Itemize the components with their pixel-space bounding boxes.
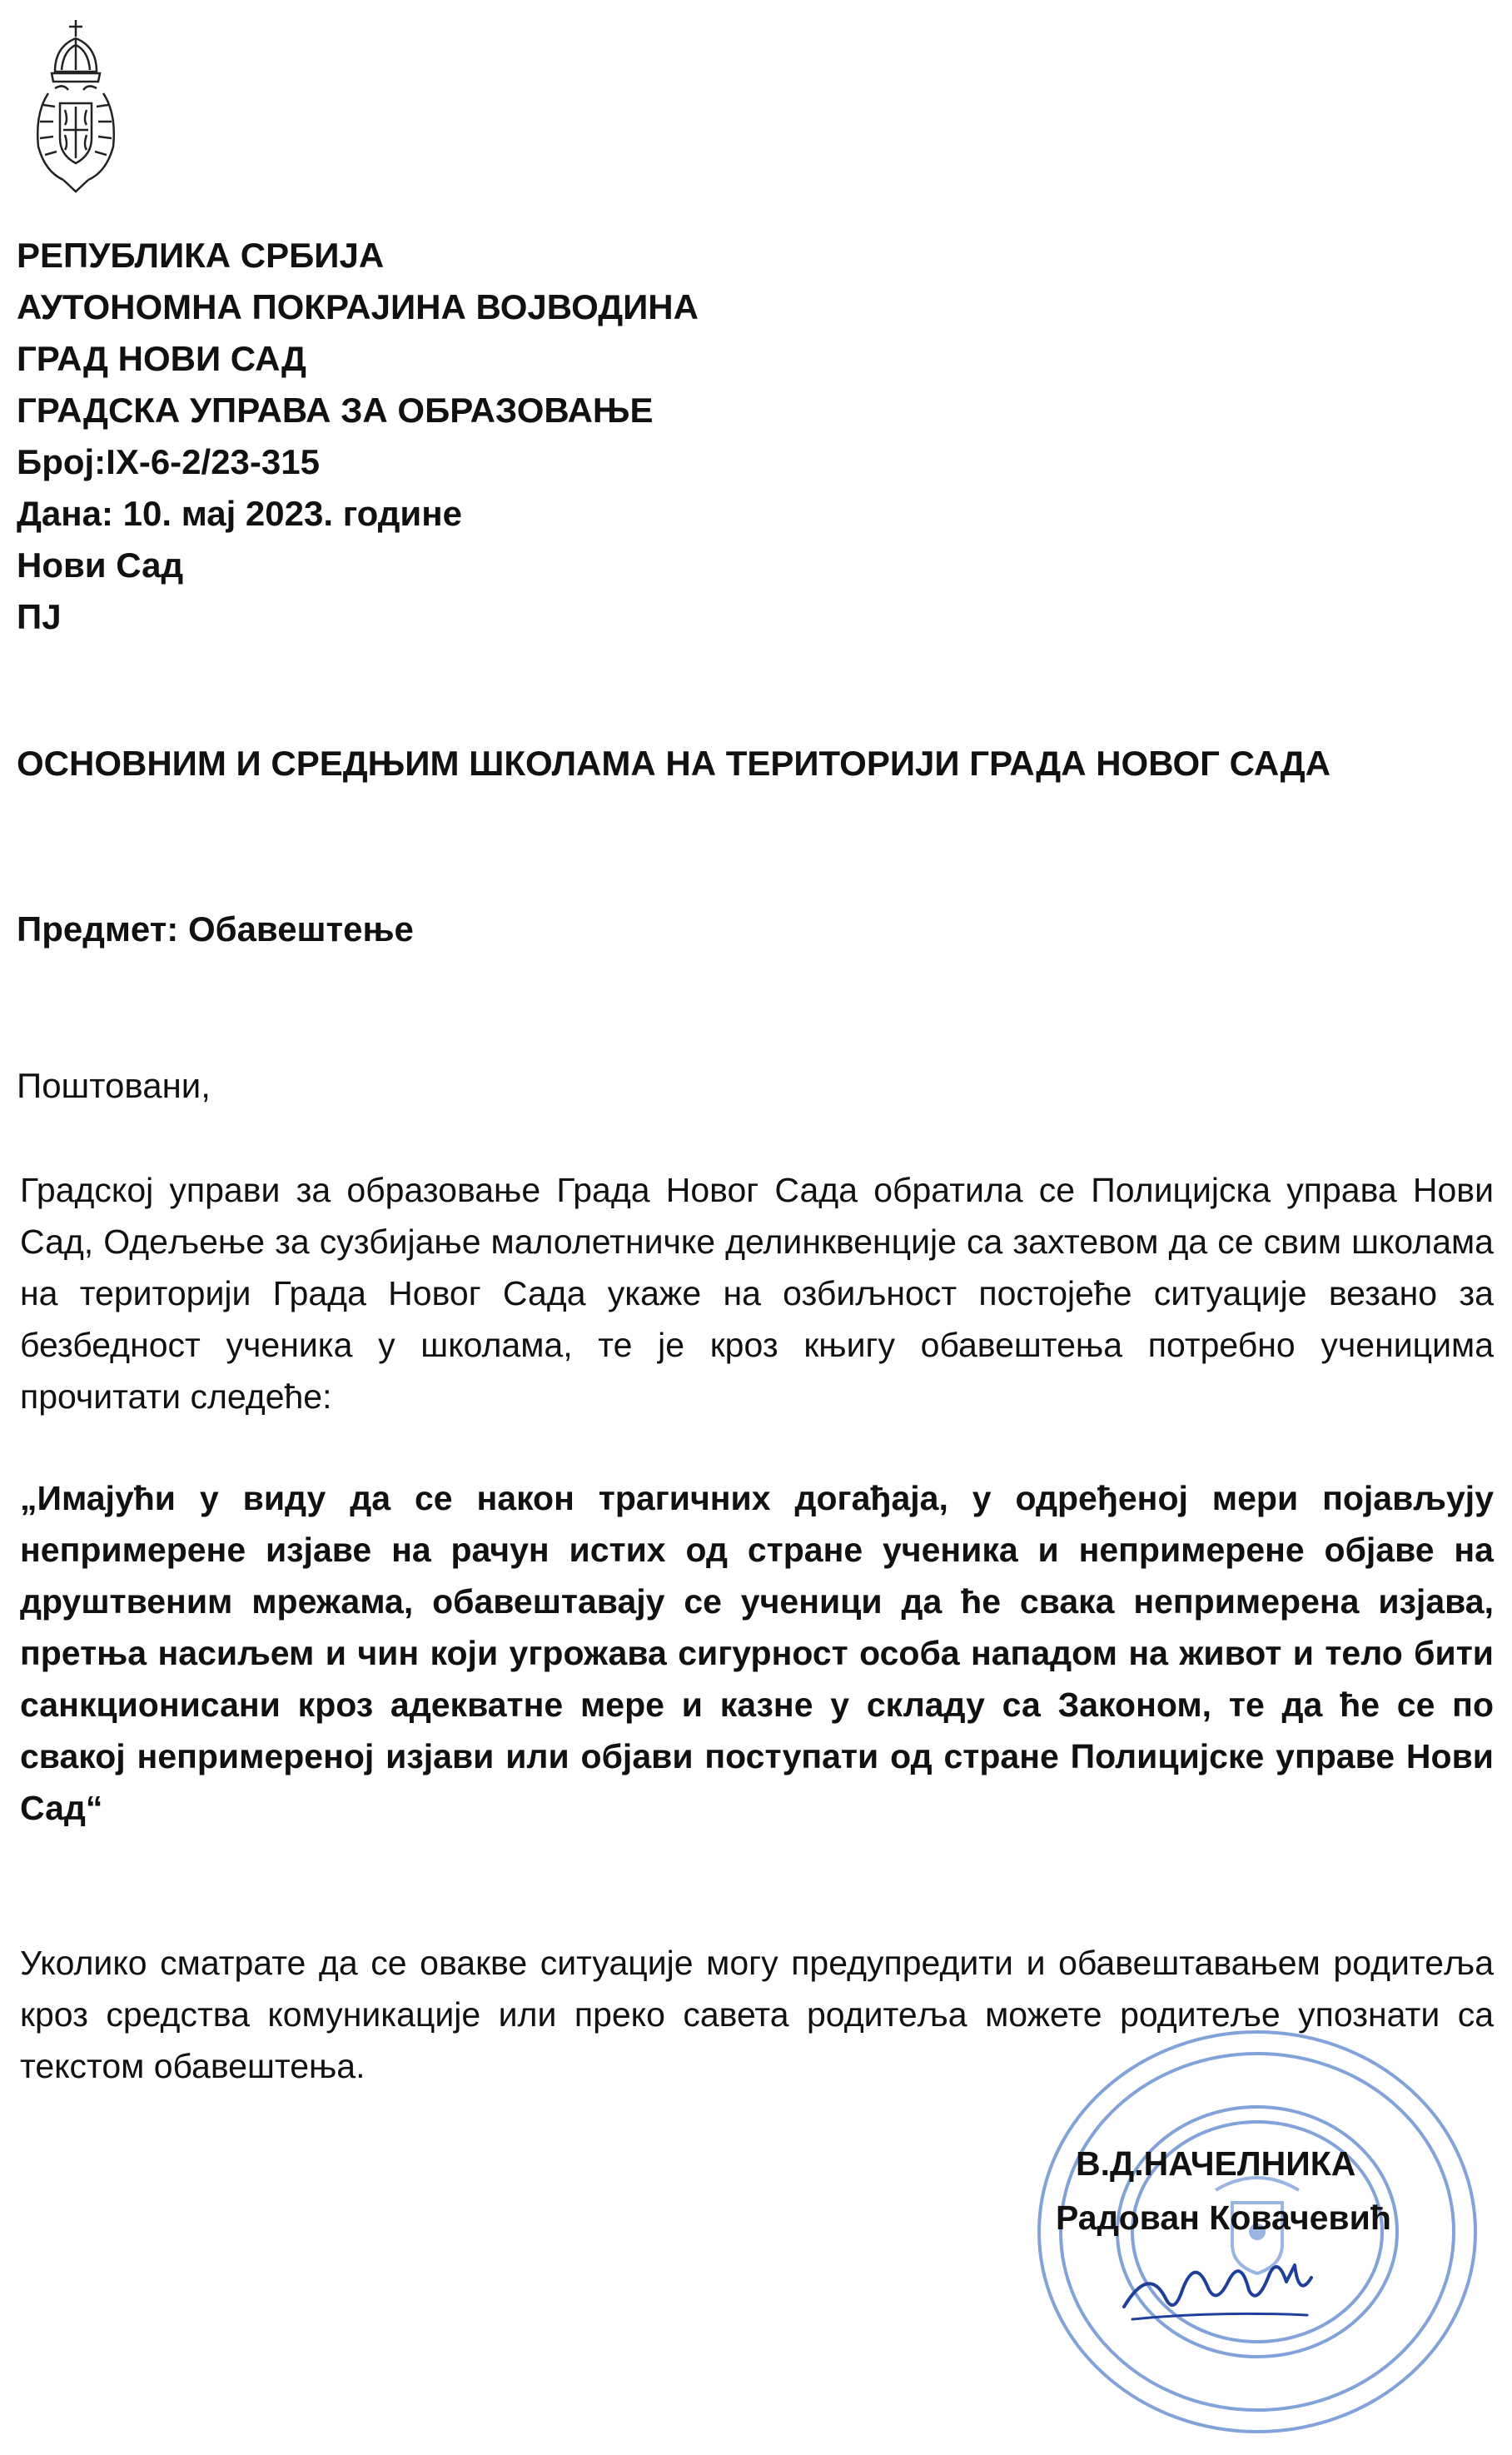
handwritten-signature-icon: [1116, 2240, 1316, 2332]
header-city: ГРАД НОВИ САД: [17, 339, 306, 378]
subject-line: Предмет: Обавештење: [17, 909, 414, 949]
header-document-number: Број:IX-6-2/23-315: [17, 442, 320, 481]
serbian-coat-of-arms-icon: [30, 13, 122, 197]
header-province: АУТОНОМНА ПОКРАЈИНА ВОЈВОДИНА: [17, 287, 699, 326]
body-quote: „Имајући у виду да се након трагичних догађаја, у одређеној мери појављују непримерене изјаве на рачун истих од стране ученика и непримерене објаве на друштвеним мрежама, обавештавају се ученици да ће свака непримерена изјава, претња насиљем и чин који угрожава сигурност особа нападом на живот и тело бити санкционисани кроз адекватне мере и казне у складу са Законом, те да ће се по свакој непримереној изјави или објави поступати од стране Полицијске управе Нови Сад“: [20, 1479, 1494, 1827]
body-paragraph-intro: Градској управи за образовање Града Новог Сада обратила се Полицијска управа Нови Сад, Одељење за сузбијање малолетничке делинквенције са захтевом да се свим школама на територији Града Новог Сада укаже на озбиљност постојеће ситуације везано за безбедност ученика у школама, те је кроз књигу обавештења потребно ученицима прочитати следеће:: [20, 1171, 1494, 1416]
recipient-line: ОСНОВНИМ И СРЕДЊИМ ШКОЛАМА НА ТЕРИТОРИЈИ ГРАДА НОВОГ САДА: [17, 744, 1331, 783]
greeting: Поштовани,: [17, 1066, 211, 1105]
signatory-name: Радован Ковачевић: [1056, 2199, 1391, 2237]
header-place: Нови Сад: [17, 545, 184, 585]
header-country: РЕПУБЛИКА СРБИЈА: [17, 236, 385, 275]
signatory-title: В.Д.НАЧЕЛНИКА: [1076, 2144, 1356, 2183]
body-paragraph-closing: Уколико сматрате да се овакве ситуације могу предупредити и обавештавањем родитеља кроз средства комуникације или преко савета родитеља можете родитеље упознати са текстом обавештења.: [20, 1944, 1494, 2085]
header-initials: ПЈ: [17, 597, 62, 636]
header-date: Дана: 10. мај 2023. године: [17, 494, 462, 533]
letterhead: [17, 230, 699, 643]
header-department: ГРАДСКА УПРАВА ЗА ОБРАЗОВАЊЕ: [17, 391, 654, 430]
